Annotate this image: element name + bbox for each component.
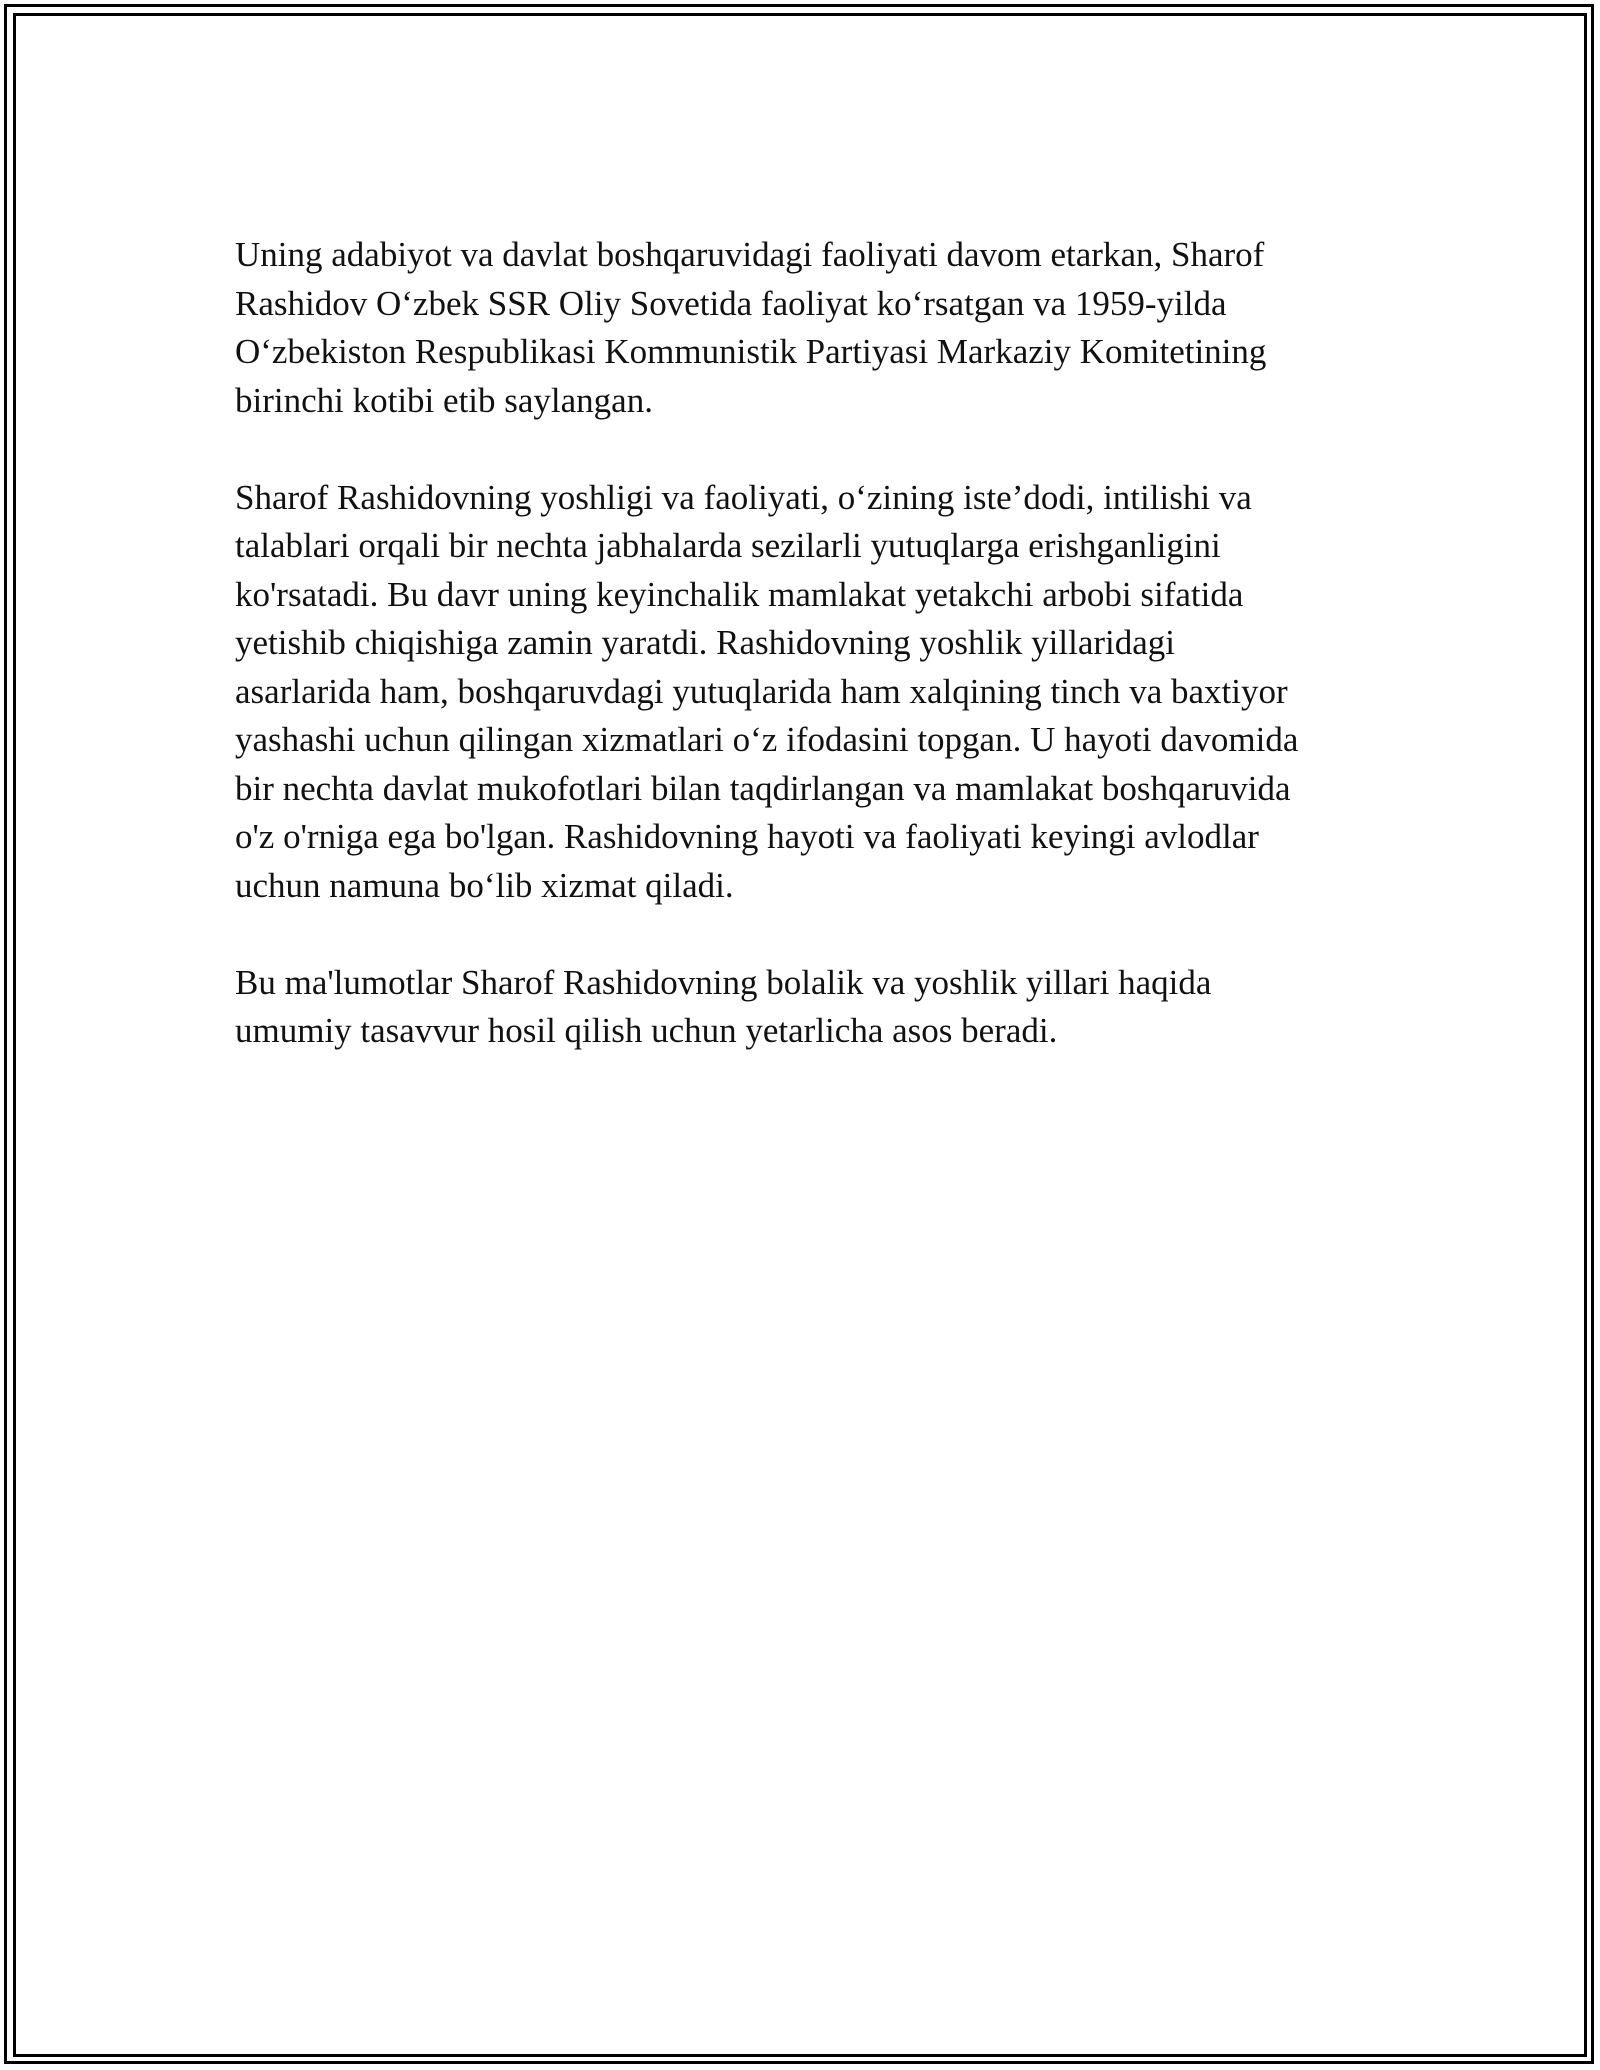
paragraph-1: Uning adabiyot va davlat boshqaruvidagi faoliyati davom etarkan, Sharof Rashidov O‘zbek SSR Oliy Sovetida faoliyat ko‘rsatgan va 1959-yilda O‘zbekiston Respublikasi Kommunistik Partiyasi Markaziy Komitetining birinchi kotibi etib saylangan.	[235, 235, 1267, 420]
paragraph-3: Bu ma'lumotlar Sharof Rashidovning bolalik va yoshlik yillari haqida umumiy tasavvur hosil qilish uchun yetarlicha asos beradi.	[235, 962, 1212, 1050]
paragraph-2: Sharof Rashidovning yoshligi va faoliyati, o‘zining iste’dodi, intilishi va talablari orqali bir nechta jabhalarda sezilarli yutuqlarga erishganligini ko'rsatadi. Bu davr uning keyinchalik mamlakat yetakchi arbobi sifatida yetishib chiqishiga zamin yaratdi. Rashidovning yoshlik yillaridagi asarlarida ham, boshqaruvdagi yutuqlarida ham xalqining tinch va baxtiyor yashashi uchun qilingan xizmatlari o‘z ifodasini topgan. U hayoti davomida bir nechta davlat mukofotlari bilan taqdirlangan va mamlakat boshqaruvida o'z o'rniga ega bo'lgan. Rashidovning hayoti va faoliyati keyingi avlodlar uchun namuna bo‘lib xizmat qiladi.	[235, 477, 1299, 905]
document-body	[235, 231, 1365, 1104]
